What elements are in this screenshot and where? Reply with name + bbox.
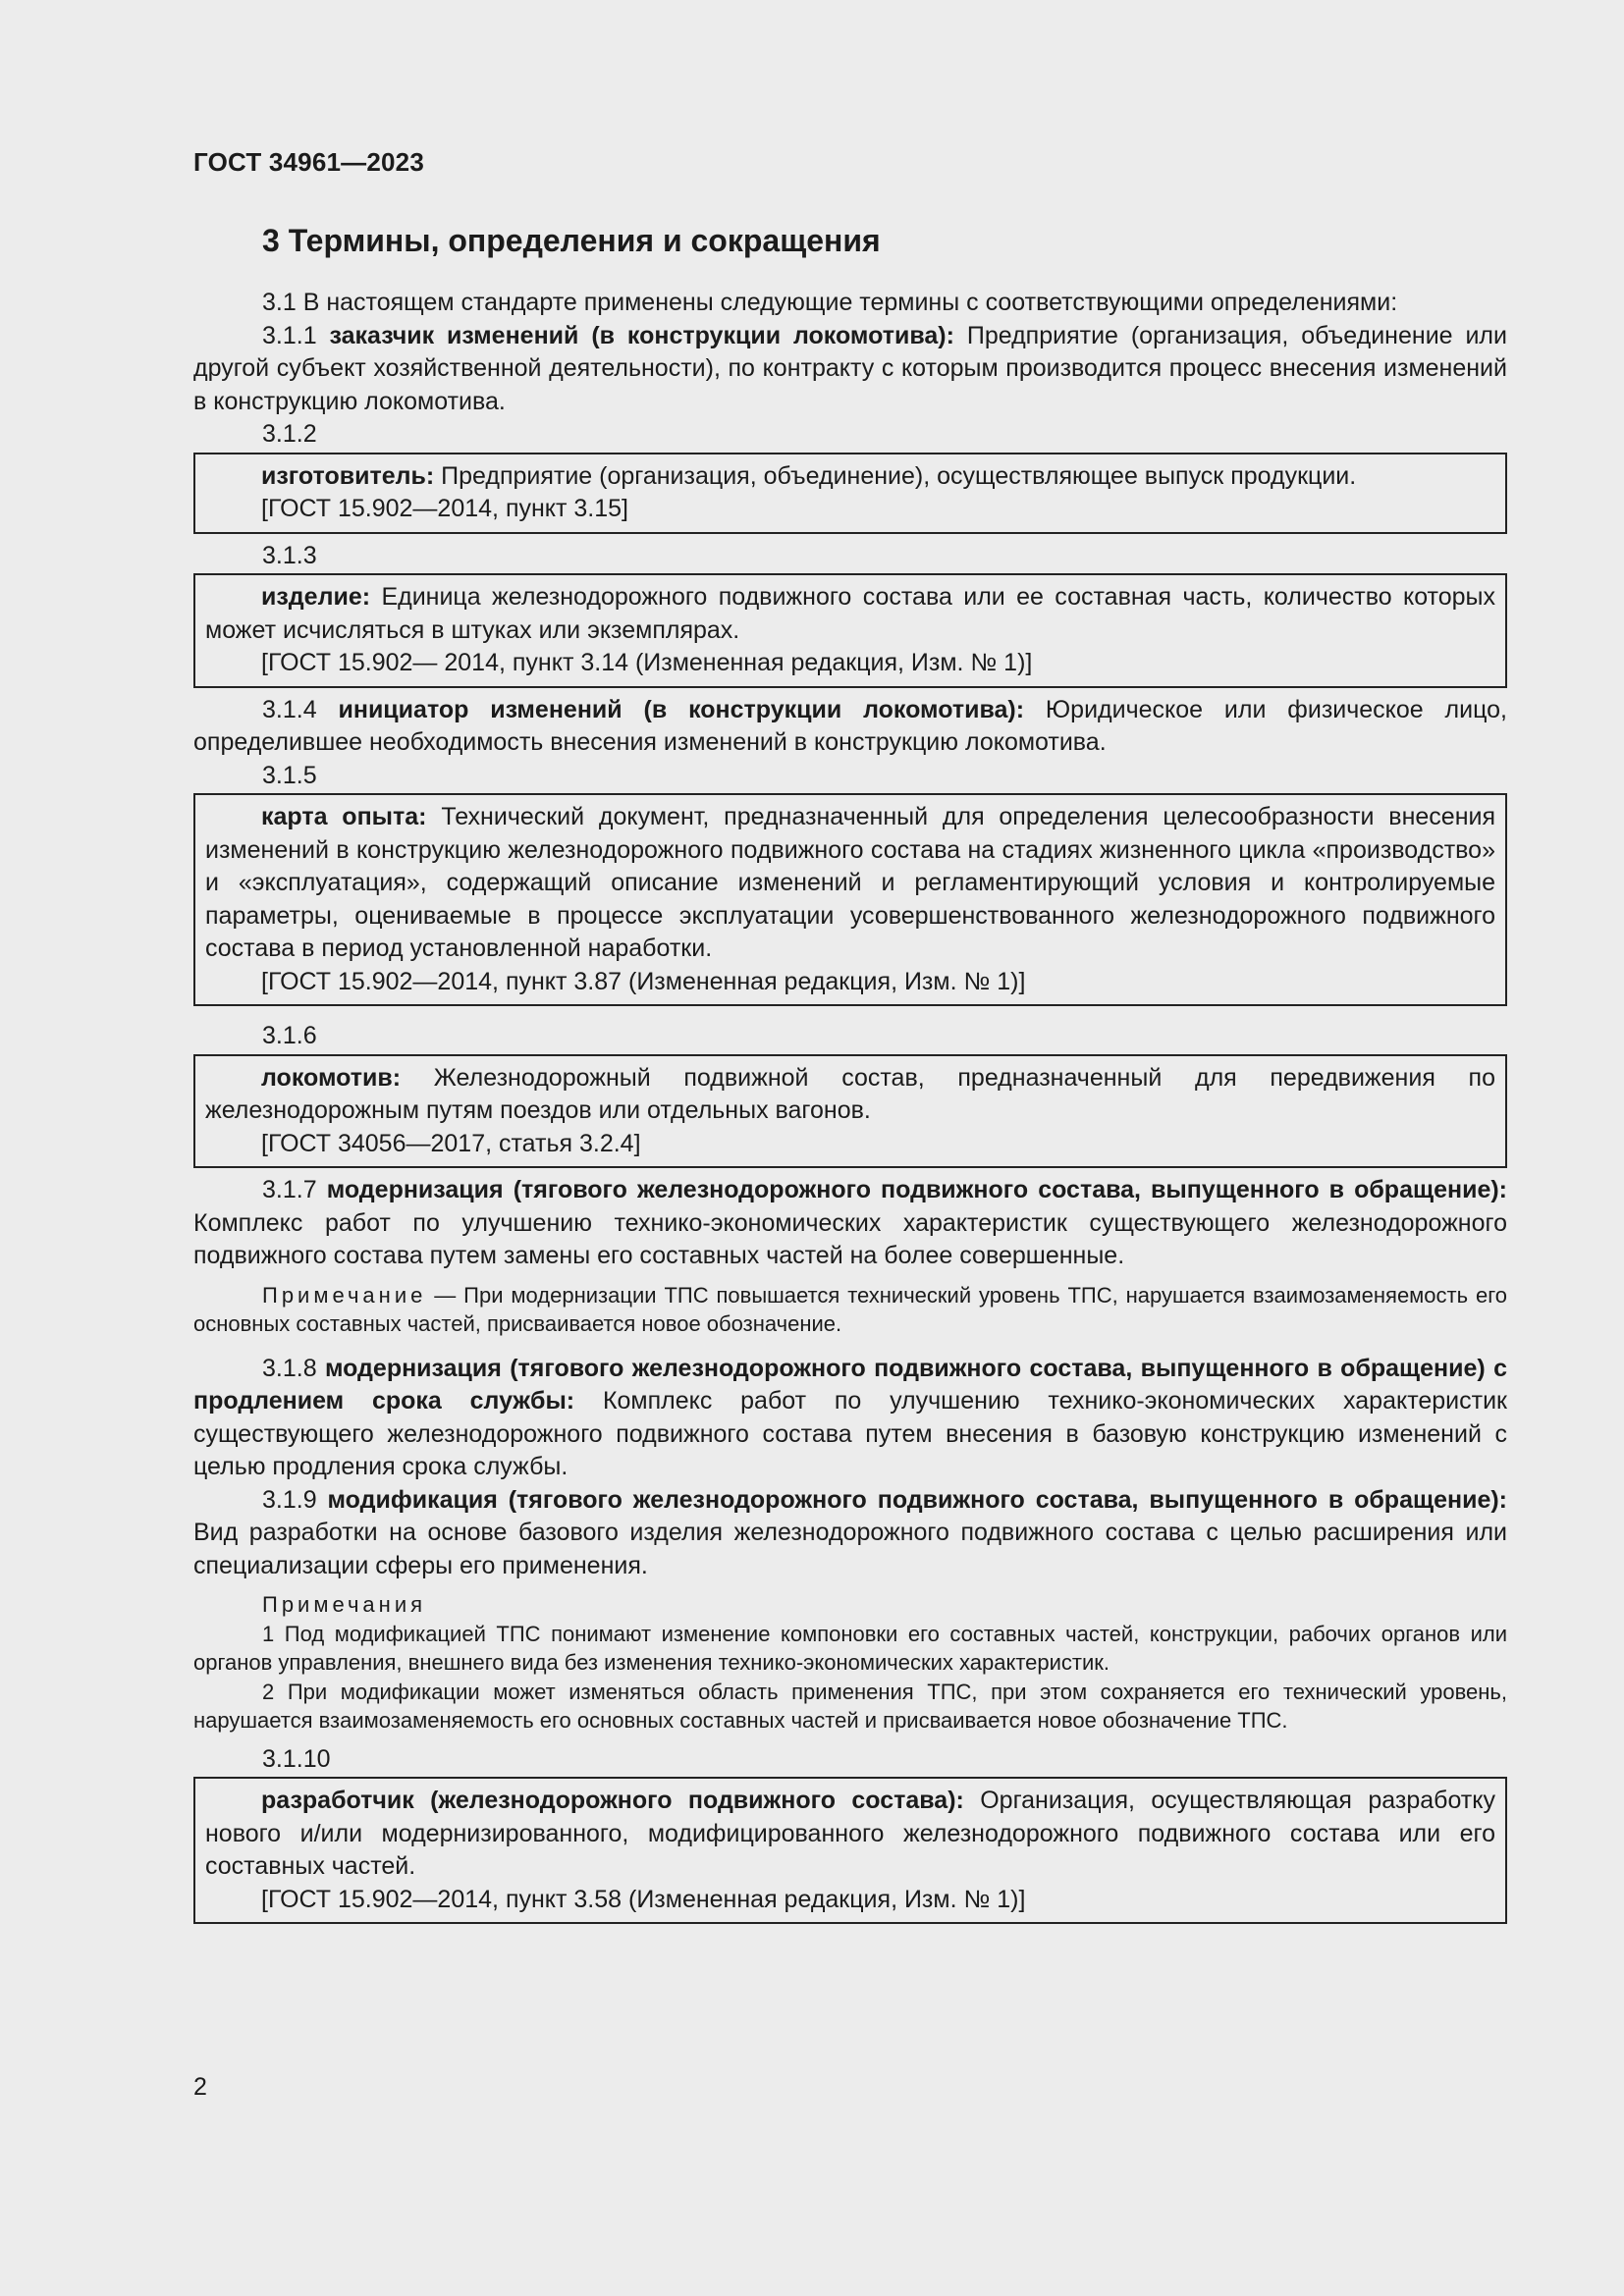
term-source: [ГОСТ 15.902—2014, пункт 3.15] — [261, 495, 628, 523]
term-3-1-7 — [193, 1174, 1507, 1273]
term-number: 3.1.9 — [262, 1485, 317, 1514]
term-name: разработчик (железнодорожного подвижного состава): — [261, 1787, 964, 1815]
term-3-1-8 — [193, 1353, 1507, 1484]
notes-label: Примечания — [262, 1592, 427, 1618]
page-number: 2 — [193, 2073, 207, 2101]
term-definition: Предприятие (организация, объединение или другой субъект хозяйственной деятельности), по контракту с которым производится процесс внесения изменений в конструкцию локомотива. — [193, 321, 1507, 415]
document-code: ГОСТ 34961—2023 — [193, 147, 424, 177]
term-3-1-3 — [205, 581, 1495, 647]
term-box-3-1-2 — [193, 453, 1507, 534]
term-number-3-1-10: 3.1.10 — [262, 1744, 331, 1773]
term-definition: Железнодорожный подвижной состав, предназначенный для передвижения по железнодорожным путям поездов или отдельных вагонов. — [205, 1063, 1495, 1125]
term-name: локомотив: — [261, 1063, 402, 1092]
term-name: модернизация (тягового железнодорожного подвижного состава, выпущенного в обращение) с продлением срока службы: — [193, 1354, 1507, 1415]
term-3-1-5 — [205, 801, 1495, 966]
term-definition: Предприятие (организация, объединение), осуществляющее выпуск продукции. — [441, 461, 1357, 490]
term-definition: Организация, осуществляющая разработку нового и/или модернизированного, модифицированного железнодорожного подвижного состава или его составных частей. — [205, 1787, 1495, 1881]
notes-label-3-1-9 — [193, 1590, 1507, 1620]
term-name: изготовитель: — [261, 461, 435, 490]
note-3-1-7 — [193, 1281, 1507, 1339]
note-2-3-1-9: 2 При модификации может изменяться область применения ТПС, при этом сохраняется его технический уровень, нарушается взаимозаменяемость его основных составных частей и присваивается новое обозначение ТПС. — [193, 1679, 1507, 1734]
note-1-3-1-9: 1 Под модификацией ТПС понимают изменение компоновки его составных частей, конструкции, рабочих органов или органов управления, внешнего вида без изменения технико-экономических характеристик. — [193, 1621, 1507, 1676]
term-definition: Комплекс работ по улучшению технико-экономических характеристик существующего железнодорожного подвижного состава путем внесения в базовую конструкцию изменений с целью продления срока службы. — [193, 1387, 1507, 1481]
term-name: модификация (тягового железнодорожного подвижного состава, выпущенного в обращение): — [327, 1485, 1507, 1514]
term-number: 3.1.8 — [262, 1354, 317, 1382]
term-name: инициатор изменений (в конструкции локомотива): — [338, 695, 1025, 723]
term-box-3-1-3 — [193, 573, 1507, 688]
page-content — [193, 222, 1507, 1930]
section-title: 3 Термины, определения и сокращения — [262, 223, 881, 258]
term-box-3-1-6 — [193, 1054, 1507, 1169]
term-name: карта опыта: — [261, 803, 427, 831]
term-3-1-6 — [205, 1062, 1495, 1128]
term-number-3-1-5: 3.1.5 — [262, 761, 317, 789]
term-name: модернизация (тягового железнодорожного подвижного состава, выпущенного в обращение): — [326, 1176, 1508, 1204]
term-3-1-9 — [193, 1484, 1507, 1583]
term-3-1-10 — [205, 1785, 1495, 1884]
term-number-3-1-6: 3.1.6 — [262, 1022, 317, 1050]
term-3-1-2 — [205, 460, 1495, 494]
term-3-1-4 — [193, 694, 1507, 760]
term-number: 3.1.4 — [262, 695, 317, 723]
term-number-3-1-2: 3.1.2 — [262, 420, 317, 449]
term-number-3-1-3: 3.1.3 — [262, 541, 317, 569]
term-source: [ГОСТ 15.902— 2014, пункт 3.14 (Измененная редакция, Изм. № 1)] — [261, 649, 1033, 677]
note-label: Примечание — [262, 1282, 427, 1308]
term-definition: Технический документ, предназначенный для определения целесообразности внесения изменений в конструкцию железнодорожного подвижного состава на стадиях жизненного цикла «производство» и «эксплуатация», содержащий описание изменений и регламентирующий условия и контролируемые параметры, оцениваемые в процессе эксплуатации усовершенствованного железнодорожного подвижного состава в период установленной наработки. — [205, 803, 1495, 963]
term-definition: Вид разработки на основе базового изделия железнодорожного подвижного состава с целью расширения или специализации сферы его применения. — [193, 1519, 1507, 1579]
term-definition: Единица железнодорожного подвижного состава или ее составная часть, количество которых может исчисляться в штуках или экземплярах. — [205, 583, 1495, 644]
term-definition: Юридическое или физическое лицо, определившее необходимость внесения изменений в конструкцию локомотива. — [193, 695, 1507, 757]
term-name: изделие: — [261, 583, 371, 612]
note-text: — При модернизации ТПС повышается технический уровень ТПС, нарушается взаимозаменяемость его основных составных частей, присваивается новое обозначение. — [193, 1282, 1507, 1337]
term-source: [ГОСТ 34056—2017, статья 3.2.4] — [261, 1129, 641, 1157]
term-number: 3.1.1 — [262, 321, 317, 349]
intro-paragraph: 3.1 В настоящем стандарте применены следующие термины с соответствующими определениями: — [262, 289, 1398, 317]
term-3-1-1 — [193, 320, 1507, 419]
term-number: 3.1.7 — [262, 1176, 317, 1204]
term-box-3-1-10 — [193, 1777, 1507, 1924]
term-source: [ГОСТ 15.902—2014, пункт 3.87 (Измененная редакция, Изм. № 1)] — [261, 967, 1026, 995]
term-source: [ГОСТ 15.902—2014, пункт 3.58 (Измененная редакция, Изм. № 1)] — [261, 1885, 1026, 1913]
term-definition: Комплекс работ по улучшению технико-экономических характеристик существующего железнодорожного подвижного состава путем замены его составных частей на более совершенные. — [193, 1208, 1507, 1270]
term-name: заказчик изменений (в конструкции локомотива): — [329, 321, 954, 349]
term-box-3-1-5 — [193, 793, 1507, 1006]
